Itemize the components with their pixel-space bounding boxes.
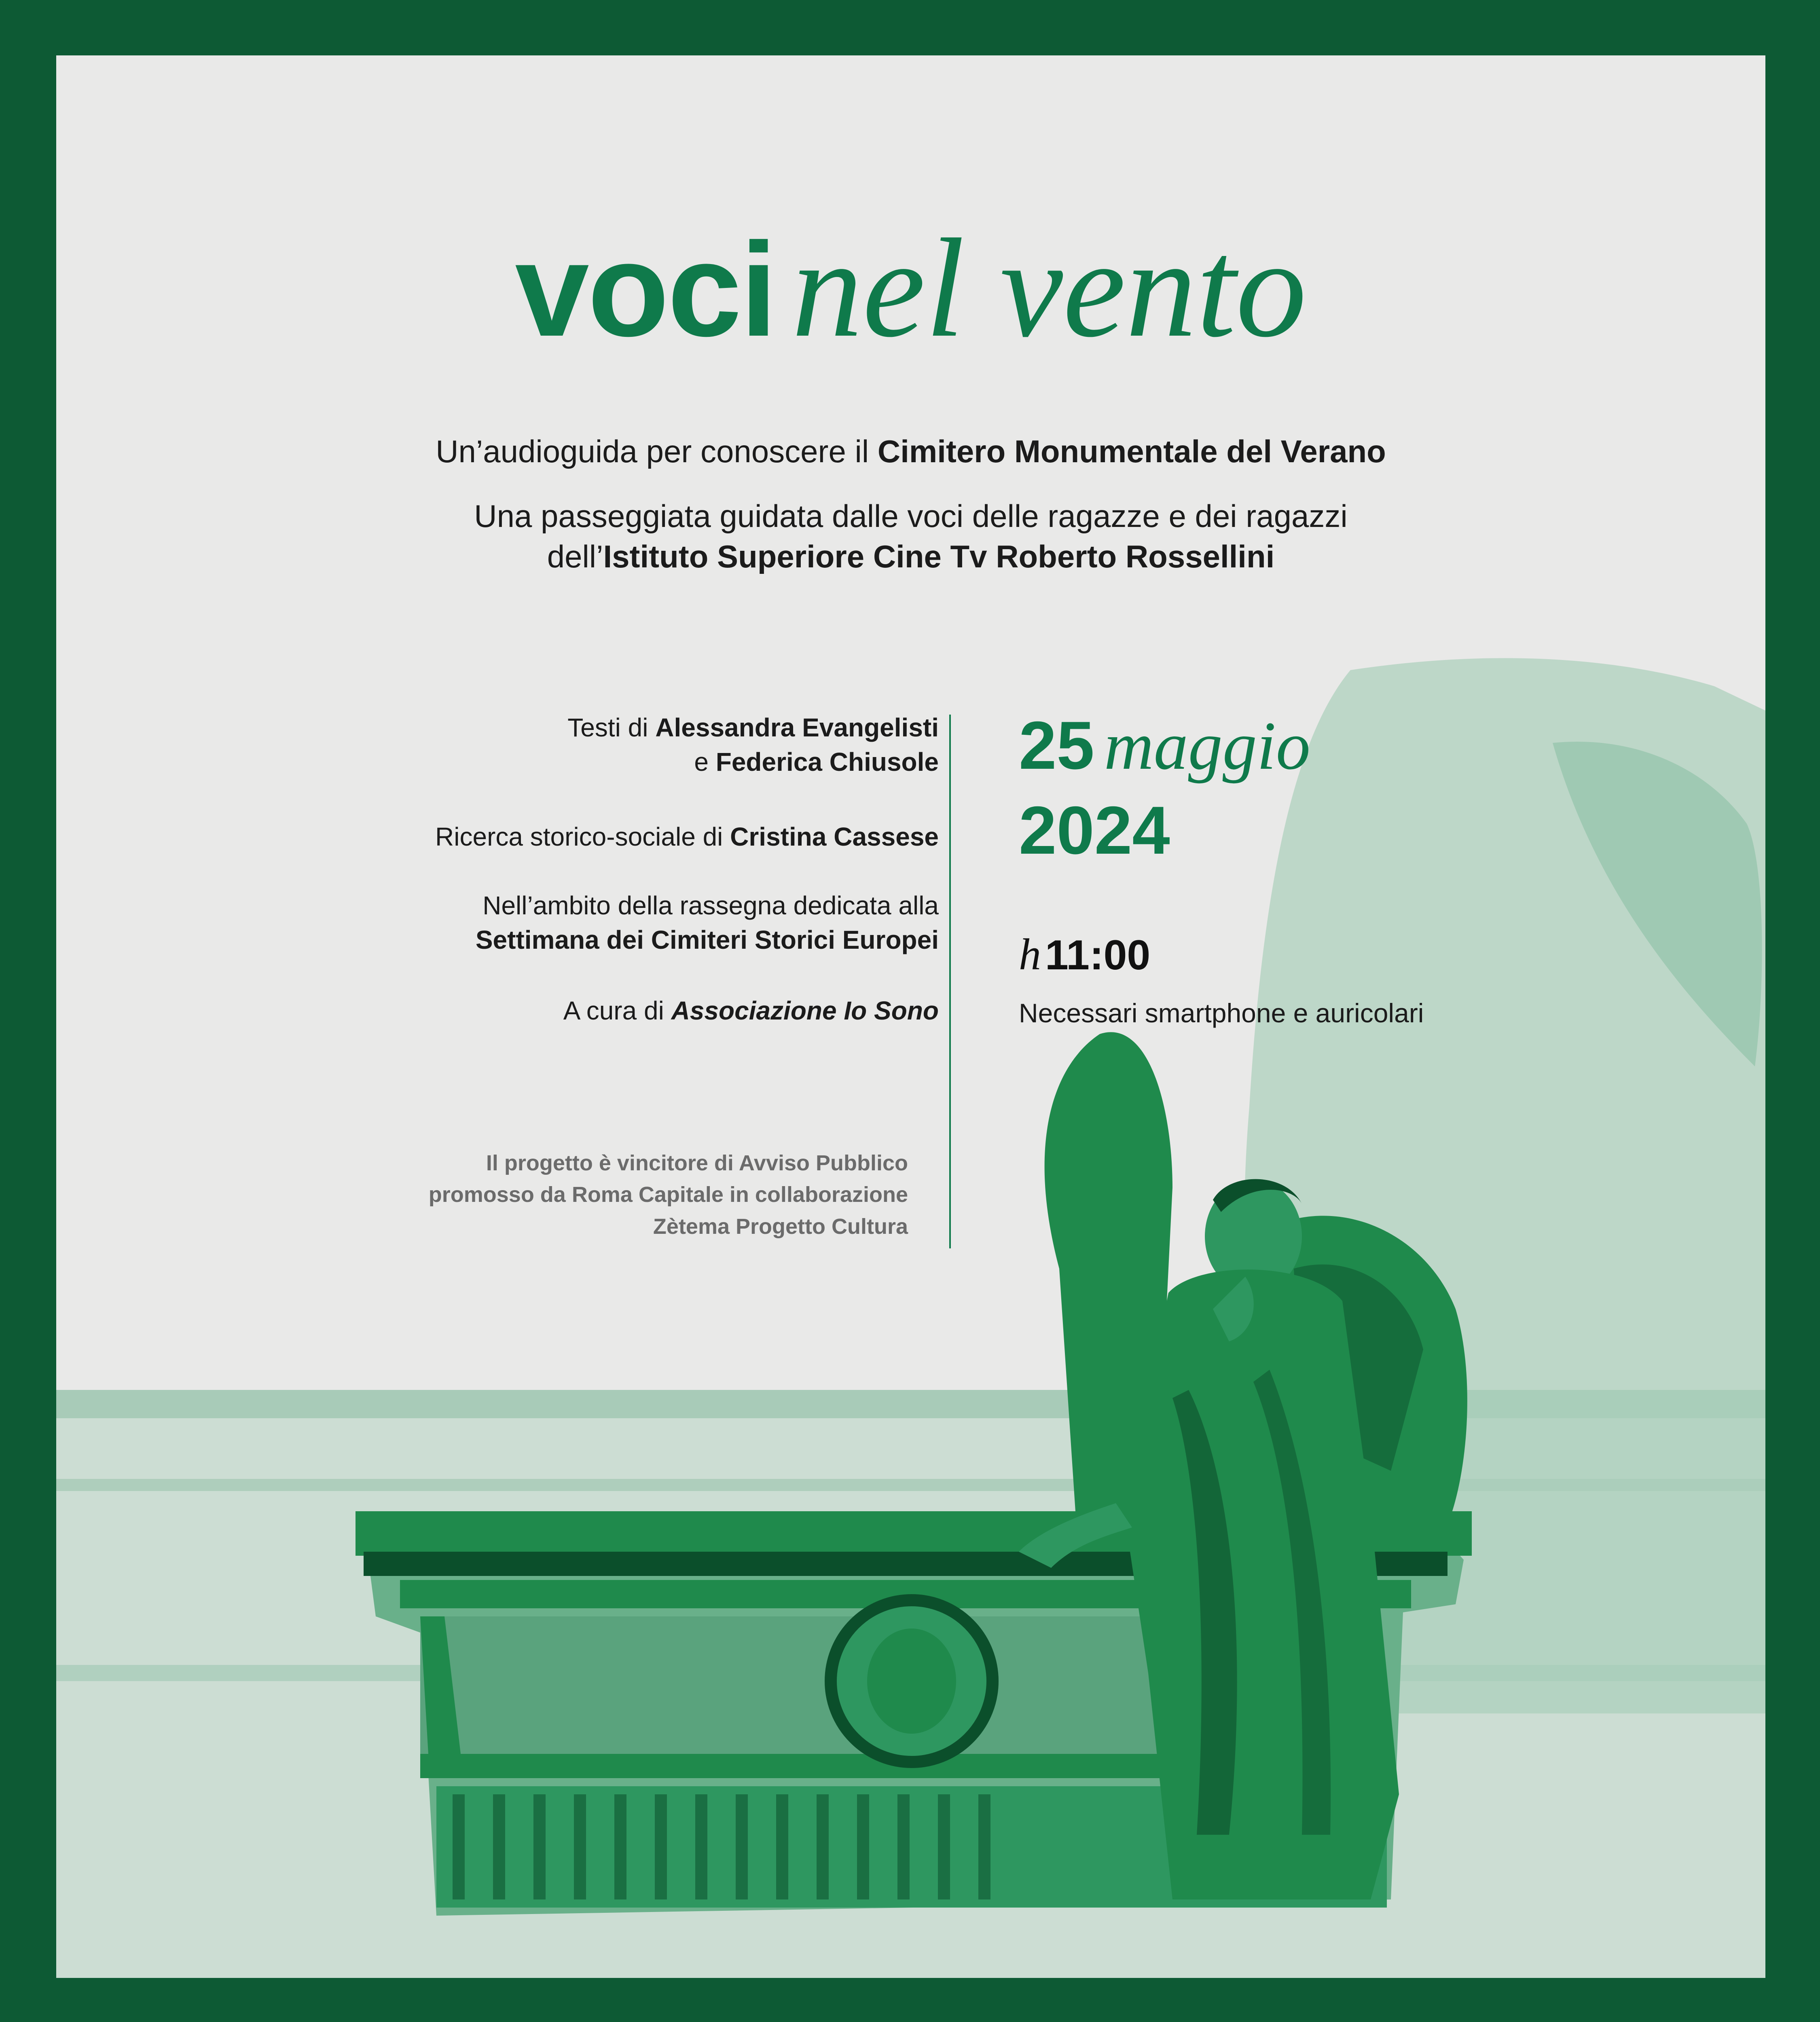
poster-title: [56, 209, 1765, 366]
event-time: [1019, 929, 1150, 980]
project-credit: [301, 1147, 908, 1242]
texts-connector: e: [694, 747, 716, 777]
event-month: maggio: [1104, 708, 1310, 784]
curated-by: Associazione Io Sono: [671, 996, 939, 1025]
subtitle-line3-prefix: dell’: [547, 538, 603, 574]
credit-line-3: Zètema Progetto Cultura: [653, 1214, 908, 1239]
research-author: Cristina Cassese: [730, 822, 939, 851]
event-requirements: Necessari smartphone e auricolari: [1019, 998, 1424, 1028]
title-word-voci: voci: [515, 215, 776, 364]
credits-curated: [251, 994, 939, 1028]
credits-research: [251, 820, 939, 854]
time-prefix: h: [1019, 930, 1041, 979]
event-date: [1019, 706, 1310, 785]
credit-line-1: Il progetto è vincitore di Avviso Pubblico: [486, 1151, 908, 1175]
credit-line-2: promosso da Roma Capitale in collaborazione: [428, 1182, 908, 1207]
curated-prefix: A cura di: [563, 996, 671, 1025]
research-prefix: Ricerca storico-sociale di: [435, 822, 730, 851]
event-day: 25: [1019, 707, 1094, 783]
texts-author-2: Federica Chiusole: [715, 747, 939, 777]
texts-author-1: Alessandra Evangelisti: [655, 713, 939, 742]
subtitle-line1-bold: Cimitero Monumentale del Verano: [877, 434, 1386, 469]
subtitle-audioguide: [56, 431, 1765, 472]
texts-prefix: Testi di: [567, 713, 656, 742]
vertical-divider: [949, 715, 951, 1248]
subtitle-walk: [56, 496, 1765, 577]
time-value: 11:00: [1045, 932, 1151, 979]
subtitle-line1-prefix: Un’audioguida per conoscere il: [436, 434, 878, 469]
event-year: 2024: [1019, 792, 1170, 868]
context-line-2: Settimana dei Cimiteri Storici Europei: [475, 925, 939, 955]
credits-texts: [251, 711, 939, 779]
poster-panel: [56, 55, 1765, 1978]
subtitle-line2: Una passeggiata guidata dalle voci delle ragazze e dei ragazzi: [474, 498, 1348, 534]
credits-context: [251, 888, 939, 957]
context-line-1: Nell’ambito della rassegna dedicata alla: [483, 891, 939, 920]
subtitle-line3-bold: Istituto Superiore Cine Tv Roberto Rossellini: [603, 538, 1275, 574]
title-words-nel-vento: nel vento: [791, 209, 1307, 366]
